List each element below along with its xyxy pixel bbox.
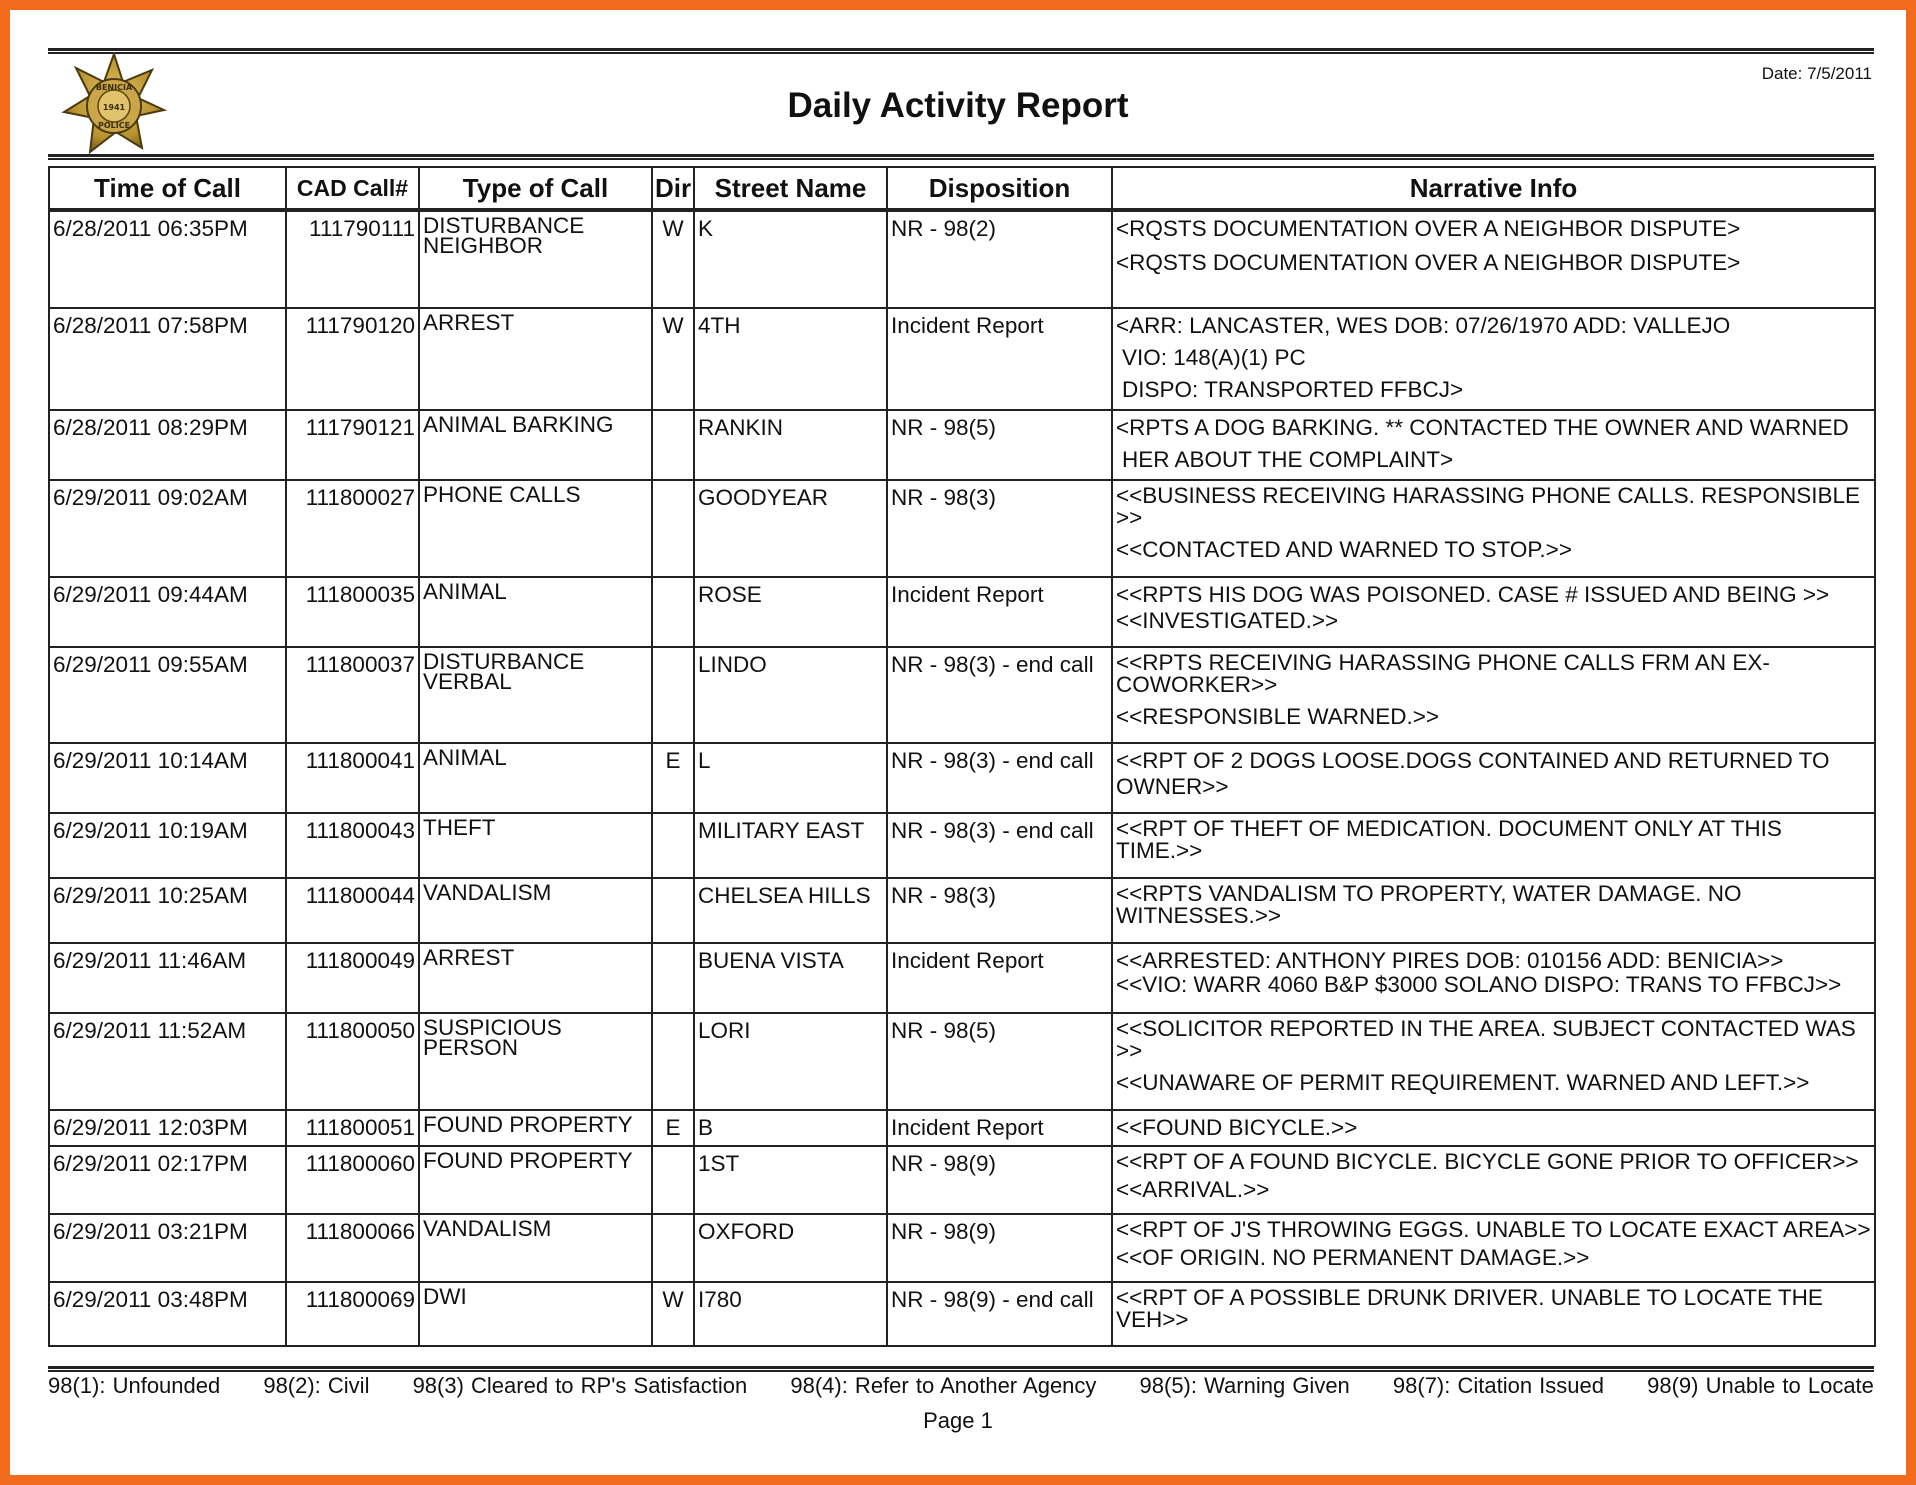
cell-direction [652,577,694,647]
narrative-line: <RPTS A DOG BARKING. ** CONTACTED THE OWNER AND WARNED [1116,415,1849,440]
cell-cad-call-number: 111800051 [286,1110,419,1146]
top-rule [48,48,1874,54]
cell-time-of-call: 6/28/2011 07:58PM [49,308,286,410]
cell-cad-call-number: 111800049 [286,943,419,1013]
cell-cad-call-number: 111790120 [286,308,419,410]
cell-time-of-call: 6/29/2011 02:17PM [49,1146,286,1214]
cell-street-name: I780 [694,1282,887,1346]
cell-narrative-info [1112,410,1875,480]
cell-narrative-info [1112,1146,1875,1214]
cell-type-of-call [419,878,652,943]
cell-street-name: B [694,1110,887,1146]
col-header-narrative: Narrative Info [1112,167,1875,210]
cell-street-name: L [694,743,887,813]
col-header-cad: CAD Call# [286,167,419,210]
cell-direction [652,647,694,743]
cell-direction [652,878,694,943]
type-line: ANIMAL [423,579,507,604]
cell-time-of-call: 6/29/2011 12:03PM [49,1110,286,1146]
cell-disposition: NR - 98(5) [887,410,1112,480]
table-row [49,647,1875,743]
cell-disposition: NR - 98(3) - end call [887,813,1112,878]
svg-text:BENICIA: BENICIA [95,83,133,92]
narrative-line: <<RESPONSIBLE WARNED.>> [1116,704,1440,729]
type-line: VANDALISM [423,1216,552,1241]
table-row [49,1282,1875,1346]
table-row [49,210,1875,308]
narrative-line: <<RPT OF THEFT OF MEDICATION. DOCUMENT ONLY AT THIS TIME.>> [1116,816,1782,863]
narrative-line: VIO: 148(A)(1) PC [1122,345,1306,370]
type-line: SUSPICIOUS PERSON [423,1015,562,1060]
table-row [49,1214,1875,1282]
cell-disposition: Incident Report [887,943,1112,1013]
cell-cad-call-number: 111800060 [286,1146,419,1214]
narrative-line: OWNER>> [1116,774,1229,799]
legend-item: 98(4): Refer to Another Agency [790,1373,1097,1398]
cell-time-of-call: 6/29/2011 09:55AM [49,647,286,743]
narrative-line: <<RPTS HIS DOG WAS POISONED. CASE # ISSUED AND BEING >> [1116,582,1830,607]
type-line: DISTURBANCE [423,649,585,674]
cell-disposition: Incident Report [887,1110,1112,1146]
cell-street-name: CHELSEA HILLS [694,878,887,943]
svg-text:1941: 1941 [102,103,126,112]
cell-type-of-call [419,1282,652,1346]
cell-type-of-call [419,1110,652,1146]
narrative-line: HER ABOUT THE COMPLAINT> [1122,447,1454,472]
table-row [49,1013,1875,1110]
table-row [49,1146,1875,1214]
type-line: ARREST [423,310,515,335]
cell-disposition: NR - 98(9) [887,1146,1112,1214]
narrative-line: <<OF ORIGIN. NO PERMANENT DAMAGE.>> [1116,1245,1590,1270]
type-line: VANDALISM [423,880,552,905]
type-line: THEFT [423,815,496,840]
cell-cad-call-number: 111800035 [286,577,419,647]
narrative-line: <<ARRIVAL.>> [1116,1177,1270,1202]
cell-street-name: 1ST [694,1146,887,1214]
narrative-line: <<SOLICITOR REPORTED IN THE AREA. SUBJECT CONTACTED WAS >> [1116,1016,1856,1063]
col-header-street: Street Name [694,167,887,210]
cell-type-of-call [419,1146,652,1214]
cell-type-of-call [419,210,652,308]
cell-type-of-call [419,813,652,878]
cell-disposition: NR - 98(3) [887,878,1112,943]
cell-direction [652,1146,694,1214]
cell-street-name: OXFORD [694,1214,887,1282]
cell-time-of-call: 6/28/2011 06:35PM [49,210,286,308]
cell-disposition: NR - 98(9) [887,1214,1112,1282]
cell-narrative-info [1112,1013,1875,1110]
cell-street-name: GOODYEAR [694,480,887,577]
cell-narrative-info [1112,878,1875,943]
type-line: FOUND PROPERTY [423,1112,633,1137]
cell-direction [652,480,694,577]
cell-time-of-call: 6/29/2011 11:46AM [49,943,286,1013]
cell-type-of-call [419,410,652,480]
table-row [49,813,1875,878]
type-line: ANIMAL BARKING [423,412,614,437]
cell-cad-call-number: 111800066 [286,1214,419,1282]
cell-time-of-call: 6/29/2011 10:25AM [49,878,286,943]
cell-direction: E [652,743,694,813]
cell-type-of-call [419,480,652,577]
legend-item: 98(1): Unfounded [48,1373,221,1398]
table-row [49,1110,1875,1146]
table-row [49,308,1875,410]
narrative-line: <<RPT OF A FOUND BICYCLE. BICYCLE GONE PRIOR TO OFFICER>> [1116,1149,1859,1174]
cell-time-of-call: 6/29/2011 11:52AM [49,1013,286,1110]
cell-disposition: Incident Report [887,308,1112,410]
table-row [49,577,1875,647]
type-line: ARREST [423,945,515,970]
activity-table [48,166,1876,1347]
type-line: NEIGHBOR [423,233,544,258]
page-number: Page 1 [923,1408,993,1433]
narrative-line: <<RPT OF 2 DOGS LOOSE.DOGS CONTAINED AND RETURNED TO [1116,748,1830,773]
cell-time-of-call: 6/29/2011 03:48PM [49,1282,286,1346]
legend-item: 98(5): Warning Given [1139,1373,1350,1398]
header-rule [48,154,1874,160]
cell-type-of-call [419,577,652,647]
cell-narrative-info [1112,1214,1875,1282]
cell-street-name: BUENA VISTA [694,943,887,1013]
cell-narrative-info [1112,1282,1875,1346]
cell-cad-call-number: 111800037 [286,647,419,743]
svg-text:POLICE: POLICE [97,121,131,130]
cell-cad-call-number: 111800044 [286,878,419,943]
cell-narrative-info [1112,210,1875,308]
cell-cad-call-number: 111800050 [286,1013,419,1110]
cell-type-of-call [419,1013,652,1110]
disposition-legend [48,1373,1874,1399]
cell-direction [652,813,694,878]
type-line: DWI [423,1284,467,1309]
cell-type-of-call [419,743,652,813]
narrative-line: <<UNAWARE OF PERMIT REQUIREMENT. WARNED AND LEFT.>> [1116,1070,1810,1095]
cell-street-name: MILITARY EAST [694,813,887,878]
cell-narrative-info [1112,577,1875,647]
narrative-line: <RQSTS DOCUMENTATION OVER A NEIGHBOR DISPUTE> [1116,250,1741,275]
cell-narrative-info [1112,813,1875,878]
cell-street-name: LORI [694,1013,887,1110]
cell-street-name: 4TH [694,308,887,410]
cell-disposition: Incident Report [887,577,1112,647]
col-header-dir: Dir [652,167,694,210]
narrative-line: <<RPT OF J'S THROWING EGGS. UNABLE TO LOCATE EXACT AREA>> [1116,1217,1871,1242]
cell-time-of-call: 6/29/2011 09:44AM [49,577,286,647]
type-line: FOUND PROPERTY [423,1148,633,1173]
table-row [49,943,1875,1013]
cell-disposition: NR - 98(3) [887,480,1112,577]
cell-disposition: NR - 98(5) [887,1013,1112,1110]
cell-time-of-call: 6/28/2011 08:29PM [49,410,286,480]
col-header-time: Time of Call [49,167,286,210]
table-row [49,410,1875,480]
report-title: Daily Activity Report [787,86,1129,125]
cell-time-of-call: 6/29/2011 03:21PM [49,1214,286,1282]
cell-disposition: NR - 98(3) - end call [887,647,1112,743]
cell-cad-call-number: 111800041 [286,743,419,813]
cell-time-of-call: 6/29/2011 10:14AM [49,743,286,813]
table-row [49,878,1875,943]
cell-street-name: K [694,210,887,308]
cell-type-of-call [419,647,652,743]
narrative-line: <<INVESTIGATED.>> [1116,608,1339,633]
cell-narrative-info [1112,943,1875,1013]
table-row [49,743,1875,813]
narrative-line: <RQSTS DOCUMENTATION OVER A NEIGHBOR DISPUTE> [1116,216,1741,241]
cell-street-name: ROSE [694,577,887,647]
narrative-line: <<RPTS RECEIVING HARASSING PHONE CALLS FRM AN EX-COWORKER>> [1116,650,1770,697]
legend-item: 98(9) Unable to Locate [1647,1373,1874,1398]
cell-direction [652,1214,694,1282]
narrative-line: <<BUSINESS RECEIVING HARASSING PHONE CALLS. RESPONSIBLE >> [1116,483,1860,530]
type-line: PHONE CALLS [423,482,581,507]
cell-street-name: LINDO [694,647,887,743]
cell-cad-call-number: 111790111 [286,210,419,308]
cell-cad-call-number: 111800069 [286,1282,419,1346]
table-header-row [49,167,1875,210]
narrative-line: DISPO: TRANSPORTED FFBCJ> [1122,377,1464,402]
cell-direction: W [652,210,694,308]
cell-time-of-call: 6/29/2011 10:19AM [49,813,286,878]
cell-direction: W [652,308,694,410]
cell-narrative-info [1112,308,1875,410]
narrative-line: <<VIO: WARR 4060 B&P $3000 SOLANO DISPO: TRANS TO FFBCJ>> [1116,972,1842,997]
cell-type-of-call [419,308,652,410]
cell-disposition: NR - 98(2) [887,210,1112,308]
cell-disposition: NR - 98(3) - end call [887,743,1112,813]
cell-narrative-info [1112,480,1875,577]
cell-direction [652,410,694,480]
footer-rule [48,1366,1874,1372]
cell-type-of-call [419,1214,652,1282]
legend-item: 98(3) Cleared to RP's Satisfaction [412,1373,748,1398]
type-line: ANIMAL [423,745,507,770]
narrative-line: <<CONTACTED AND WARNED TO STOP.>> [1116,537,1572,562]
cell-narrative-info [1112,743,1875,813]
narrative-line: <<RPTS VANDALISM TO PROPERTY, WATER DAMAGE. NO WITNESSES.>> [1116,881,1742,928]
cell-cad-call-number: 111800027 [286,480,419,577]
report-date: Date: 7/5/2011 [1761,64,1872,83]
cell-cad-call-number: 111790121 [286,410,419,480]
cell-narrative-info [1112,1110,1875,1146]
narrative-line: <<ARRESTED: ANTHONY PIRES DOB: 010156 ADD: BENICIA>> [1116,948,1784,973]
type-line: VERBAL [423,669,512,694]
cell-direction [652,1013,694,1110]
legend-item: 98(2): Civil [263,1373,370,1398]
col-header-type: Type of Call [419,167,652,210]
legend-item: 98(7): Citation Issued [1392,1373,1604,1398]
narrative-line: <ARR: LANCASTER, WES DOB: 07/26/1970 ADD: VALLEJO [1116,313,1731,338]
cell-type-of-call [419,943,652,1013]
col-header-disposition: Disposition [887,167,1112,210]
cell-street-name: RANKIN [694,410,887,480]
cell-time-of-call: 6/29/2011 09:02AM [49,480,286,577]
cell-direction [652,943,694,1013]
cell-narrative-info [1112,647,1875,743]
cell-cad-call-number: 111800043 [286,813,419,878]
cell-disposition: NR - 98(9) - end call [887,1282,1112,1346]
type-line: DISTURBANCE [423,213,585,238]
narrative-line: <<RPT OF A POSSIBLE DRUNK DRIVER. UNABLE TO LOCATE THE VEH>> [1116,1285,1823,1332]
cell-direction: W [652,1282,694,1346]
narrative-line: <<FOUND BICYCLE.>> [1116,1115,1358,1140]
cell-direction: E [652,1110,694,1146]
table-row [49,480,1875,577]
